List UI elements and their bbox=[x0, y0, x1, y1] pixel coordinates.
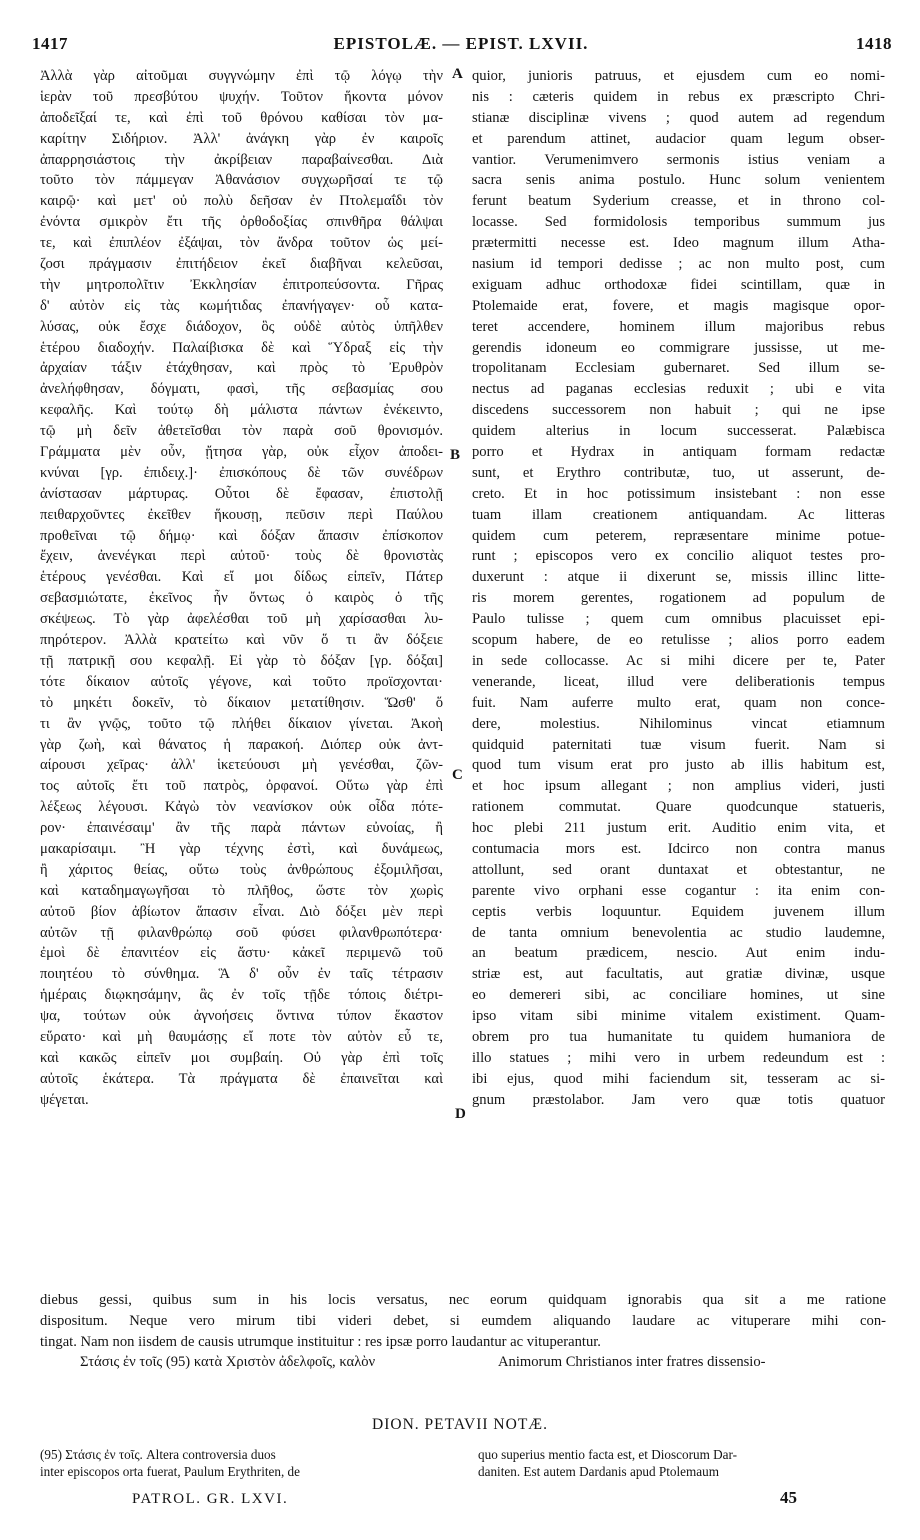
latin-text-line: scopum habere, de eo retulisse ; alios porro eadem bbox=[472, 632, 885, 649]
latin-text-line: parente vivo orphani esse cogantur : ita enim con- bbox=[472, 882, 885, 899]
greek-text-line: ἀνελήφθησαν, δόγματι, φασὶ, τῆς σεβασμίας σου bbox=[40, 381, 443, 398]
latin-text-line: discedens successorem non habuit ; qui ne ipse bbox=[472, 402, 885, 419]
latin-text-line: et hoc ipsum allegant ; non amplius videri, justi bbox=[472, 778, 885, 795]
greek-text-line: κνύναι [γρ. ἐπιδειχ.]· ἐπισκόπους δὲ τῶν συνέδρων bbox=[40, 464, 443, 481]
greek-text-line: ἀπαρρησιάστοις τὴν ἀκρίβειαν παραβαίνεσθαι. Διὰ bbox=[40, 151, 443, 168]
latin-text-line: eo demereri sibi, ac conciliare homines, ut sine bbox=[472, 987, 885, 1004]
latin-text-line: illo statues ; mihi vero in urbem redeundum est : bbox=[472, 1049, 885, 1066]
greek-text-line: τότε δίκαιον αὐτοῖς γέγονε, καὶ τοῦτο προϊσχονται· bbox=[40, 673, 443, 690]
greek-text-line: ψα, τούτων οὐκ ἀγνοήσεις ὅντινα τύπον ἕκαστον bbox=[40, 1008, 443, 1025]
latin-text-line: nasium id tempori dedisse ; ac non multo post, cum bbox=[472, 256, 885, 273]
latin-text-line: Ptolemaide erat, fovere, et magis magisque opor- bbox=[472, 297, 885, 314]
notes-right-column bbox=[478, 1446, 886, 1480]
latin-text-line: teret accendere, hominem illum majoribus rebus bbox=[472, 318, 885, 335]
latin-text-line: striæ est, aut facultatis, aut gratiæ divinæ, usque bbox=[472, 966, 885, 983]
latin-column bbox=[472, 66, 885, 1111]
greek-text-line: δ' αὐτὸν εἰς τὰς κωμήτιδας ἐπανήγαγεν· οὗ κατα- bbox=[40, 297, 443, 314]
greek-text-line: ἢ χάριτος θείας, οὕτω τοὺς ἀνθρώπους ἐξομιλῆσαι, bbox=[40, 861, 443, 878]
latin-text-line: quidem alterius in locum successerat. Palæbisca bbox=[472, 423, 885, 440]
greek-text-line: αὐτῶν τῇ φιλανθρώπῳ σοῦ φύσει φιλανθρωπότερα· bbox=[40, 924, 443, 941]
latin-text-line: duxerunt : atque ii dixerunt se, missis illinc litte- bbox=[472, 569, 885, 586]
latin-text-line: gnum præstolabor. Jam vero quæ totis quatuor bbox=[472, 1091, 885, 1108]
note-line: (95) Στάσις ἐν τοῖς. Altera controversia duos bbox=[40, 1447, 276, 1462]
greek-text-line: πειθαρχοῦντες ἐκεῖθεν ἥκουσῃ, πεῦσιν περὶ Παύλου bbox=[40, 506, 443, 523]
greek-text-line: ἐμοὶ δὲ ἐπανιτέον εἰς ἄστυ· κἀκεῖ περιμενῶ τοῦ bbox=[40, 945, 443, 962]
page-number-right: 1418 bbox=[856, 34, 892, 53]
greek-text-line: Γράμματα μὲν οὖν, ᾔτησα γὰρ, οὐκ εἶχον ἀποδει- bbox=[40, 444, 443, 461]
page-number-left: 1417 bbox=[32, 34, 68, 53]
latin-text-line: rationem commutat. Quare quodcunque statueris, bbox=[472, 799, 885, 816]
greek-text-line: ἐνόντα σμικρὸν ἔτι τῆς ὀρθοδοξίας σπινθῆρα θάλψαι bbox=[40, 214, 443, 231]
greek-text-line: τῇ πατρικῇ σου κεφαλῇ. Εἰ γὰρ τὸ δόξαν [γρ. δόξαι] bbox=[40, 652, 443, 669]
greek-text-line: ποιητέου τὸ σύνθημα. Ἃ δ' οὖν ἐν ταῖς τέτρασιν bbox=[40, 966, 443, 983]
greek-text-line: σεβασμιώτατε, ἐκεῖνος ἦν ὄντως ὁ καιρὸς ὁ τῆς bbox=[40, 590, 443, 607]
latin-text-line: diebus gessi, quibus sum in his locis versatus, nec eorum quidquam ignorabis qua sit a me ratione bbox=[40, 1292, 886, 1308]
latin-text-line: tuam illam creationem antiquandam. Ac litteras bbox=[472, 506, 885, 523]
latin-text-line: an beatum prædicem, nescio. Aut enim indu- bbox=[472, 945, 885, 962]
greek-text-line: τὸ μηκέτι δοκεῖν, τὸ δίκαιον μετατίθησιν. Ὥσθ' ὅ bbox=[40, 694, 443, 711]
footer-signature-number: 45 bbox=[780, 1488, 797, 1507]
latin-text-line: tropolitanam Ecclesiam gubernaret. Sed illum se- bbox=[472, 360, 885, 377]
greek-text-line: ἑτέρου διαδοχήν. Παλαίβισκα δὲ καὶ Ὕδραξ εἰς τὴν bbox=[40, 339, 443, 356]
greek-text-line: Ἀλλὰ γὰρ αἰτοῦμαι συγγνώμην ἐπὶ τῷ λόγῳ τὴν bbox=[40, 68, 443, 84]
latin-text-line: contumacia mors est. Idcirco non contra manus bbox=[472, 840, 885, 857]
greek-text-line: πηρότερον. Ἀλλὰ κρατείτω καὶ νῦν ὅ τι ἂν δόξειε bbox=[40, 632, 443, 649]
footer-volume-label: PATROL. GR. LXVI. bbox=[132, 1491, 289, 1507]
greek-text-line: γὰρ ζωὴ, καὶ θάνατος ἡ παρακοή. Διόπερ οὐκ ἀντ- bbox=[40, 736, 443, 753]
greek-text-line: καὶ κακῶς εἰπεῖν μοι συμβαίη. Οὐ γὰρ ἐπὶ τοῖς bbox=[40, 1049, 443, 1066]
running-header bbox=[30, 34, 892, 62]
greek-text-line: αὐτοῖς ἑκάτερα. Τὰ πράγματα δὲ ἐπαινεῖται καὶ bbox=[40, 1070, 443, 1087]
latin-text-line: exiguam adhuc orthodoxæ fidei scintillam, quæ in bbox=[472, 276, 885, 293]
greek-text-line: τῷ μὴ δεῖν ἀθετεῖσθαι τὸν παρὰ σοῦ θρονισμόν. bbox=[40, 423, 443, 440]
latin-text-line: sunt, et Erythro contributæ, tuo, ut asserunt, de- bbox=[472, 464, 885, 481]
greek-text-line: αὐτοῦ βίον ἀβίωτον ἅπασιν εἶναι. Διὸ δόξει μὲν περὶ bbox=[40, 903, 443, 920]
greek-text-line: ἀρχαίαν τάξιν ἐτάχθησαν, καὶ πρὸς τὸ Ἐρυθρὸν bbox=[40, 360, 443, 377]
latin-text-line: nectus ad paganas ecclesias reduxit ; ubi e vita bbox=[472, 381, 885, 398]
greek-text-line: ρον· ἐπαινέσαιμ' ἂν τῆς παρὰ πάντων εὐνοίας, ἢ bbox=[40, 820, 443, 837]
latin-text-line: ferunt beatum Syderium creasse, et in throno col- bbox=[472, 193, 885, 210]
greek-text-line: ἱερὰν τοῦ πρεσβύτου ψυχήν. Τοῦτον ἥκοντα μόνον bbox=[40, 88, 443, 105]
latin-text-line: ceptis verbis loquuntur. Equidem juvenem illum bbox=[472, 903, 885, 920]
latin-text-line: runt ; episcopos vero ex concilio aliquot testes pro- bbox=[472, 548, 885, 565]
latin-text-line: obrem pro tua humanitate tu quidem humaniora de bbox=[472, 1028, 885, 1045]
note-line: quo superius mentio facta est, et Dioscorum Dar- bbox=[478, 1447, 738, 1462]
greek-text-line: αίρουσι χεῖρας· ἀλλ' ἱκετεύουσι μὴ γενέσθαι, ζῶν- bbox=[40, 757, 443, 774]
full-width-paragraph bbox=[40, 1290, 886, 1353]
greek-text-line: λύσας, οὐκ ἔσχε διάδοχον, ὃς οὐδὲ αὐτὸς ὑπῆλθεν bbox=[40, 318, 443, 335]
latin-text-line: ris morem gerentes, rogationem ad populum de bbox=[472, 590, 885, 607]
latin-text-line: prætermitti necesse est. Ideo magnum illum Atha- bbox=[472, 235, 885, 252]
latin-text-line: stianæ disciplinæ vivens ; quod autem ad regendum bbox=[472, 109, 885, 126]
latin-text-line: et parendum attinet, audacior quam legum obser- bbox=[472, 130, 885, 147]
section-marker-c: C bbox=[452, 767, 463, 783]
latin-text-line: creto. Et in hoc potissimum insistebant : non esse bbox=[472, 485, 885, 502]
latin-text-line: dispositum. Neque vero mirum tibi videri debet, si eumdem aliquando laudare ac vituperare mihi con- bbox=[40, 1312, 886, 1329]
latin-text-line: gerendis idoneum eo commigrare jussisse, ut me- bbox=[472, 339, 885, 356]
greek-text-line: εὕρατο· καὶ μὴ θαυμάσῃς εἴ ποτε τὸν αὐτὸν εὖ τε, bbox=[40, 1028, 443, 1045]
section-marker-d: D bbox=[455, 1106, 466, 1122]
greek-text-line: τι ἂν γνῷς, τοῦτο τῷ πλήθει δίκαιον γίνεται. Ἀκοὴ bbox=[40, 715, 443, 732]
greek-final-line: Στάσις ἐν τοῖς (95) κατὰ Χριστὸν ἀδελφοῖς, καλὸν bbox=[80, 1354, 376, 1370]
greek-text-line: κεφαλῆς. Καὶ τούτῳ δὴ μάλιστα πάντων ἐνέκειντο, bbox=[40, 402, 443, 419]
running-title: EPISTOLÆ. — EPIST. LXVII. bbox=[333, 34, 589, 53]
greek-text-line: ζοσι πράγμασιν ἐπιτήδειον ἐκεῖ διαβῆναι κελεῦσαι, bbox=[40, 256, 443, 273]
latin-text-line: quod tum visum erat pro justo ab illis habitum est, bbox=[472, 757, 885, 774]
greek-text-line: ψέγεται. bbox=[40, 1091, 89, 1108]
note-line: inter episcopos orta fuerat, Paulum Erythriten, de bbox=[40, 1464, 301, 1479]
greek-text-line: ἔχειν, ἀνενέγκαι περὶ αὐτοῦ· τοὺς δὲ θρονιστὰς bbox=[40, 548, 443, 565]
greek-text-line: καὶ καταδημαγωγῆσαι τὸ πλῆθος, ὥστε τὸν χωρὶς bbox=[40, 882, 443, 899]
latin-text-line: tingat. Nam non iisdem de causis utrumque instituitur : res ipsæ porro laudantur ac vituperantur. bbox=[40, 1333, 601, 1350]
latin-text-line: sacra senis anima postulo. Hunc solum venientem bbox=[472, 172, 885, 189]
greek-text-line: τος αὐτοῖς ἔτι τοῦ πατρὸς, ὀρφανοί. Οὕτω γὰρ ἐπὶ bbox=[40, 778, 443, 795]
latin-text-line: attollunt, sed orant duntaxat et obtestantur, ne bbox=[472, 861, 885, 878]
note-line: daniten. Est autem Dardanis apud Ptolemaum bbox=[478, 1464, 719, 1479]
latin-text-line: porro et Hydrax in antiquam formam redactæ bbox=[472, 444, 885, 461]
latin-text-line: de tanta omnium benevolentia ac studio laudemne, bbox=[472, 924, 885, 941]
latin-text-line: venerande, liceat, illud vere deliberationis tempus bbox=[472, 673, 885, 690]
greek-text-line: ἀνίστασαν μάρτυρας. Οὗτοι δὲ ἔφασαν, ἐπιστολῇ bbox=[40, 485, 443, 502]
notes-heading: DION. PETAVII NOTÆ. bbox=[372, 1416, 548, 1433]
section-marker-a: A bbox=[452, 66, 463, 82]
greek-text-line: μακαρίσαιμι. Ἢ γὰρ τέχνης ἐστὶ, καὶ δυνάμεως, bbox=[40, 840, 443, 857]
greek-text-line: ἑτέρους γενέσθαι. Καὶ εἴ μοι δίδως εἰπεῖν, Πάτερ bbox=[40, 569, 443, 586]
greek-text-line: σκέψεως. Τὸ γὰρ ἀφελέσθαι τοῦ μὴ χαρίσασθαι λυ- bbox=[40, 611, 443, 628]
latin-final-line: Animorum Christianos inter fratres dissensio- bbox=[498, 1354, 766, 1370]
latin-text-line: nis : cæteris quidem in rebus ex præscripto Chri- bbox=[472, 88, 885, 105]
latin-text-line: dere, molestius. Nihilominus vincat etiamnum bbox=[472, 715, 885, 732]
greek-text-line: τε, καὶ ἐπιπλέον ἐξάψαι, τὸν ἄνδρα τοῦτον ὡς μεί- bbox=[40, 235, 443, 252]
latin-text-line: in sede collocasse. Ac si mihi dicere per te, Pater bbox=[472, 652, 885, 669]
latin-text-line: ibi ejus, quod mihi faciendum sit, tesseram ac si- bbox=[472, 1070, 885, 1087]
section-marker-b: B bbox=[450, 447, 461, 463]
greek-text-line: τὴν μητροπολῖτιν Ἐκκλησίαν ἐπιτροπεύσοντα. Γῆρας bbox=[40, 276, 443, 293]
greek-text-line: ἡμέραις διῳκησάμην, ἃς ἐν τοῖς τῇδε τόποις διέτρι- bbox=[40, 987, 443, 1004]
greek-text-line: ἀποδεῖξαί τε, καὶ ἐπὶ τοῦ θρόνου καθίσαι τὸν μα- bbox=[40, 109, 443, 126]
latin-text-line: quidem cum peterem, repræsentare minime potue- bbox=[472, 527, 885, 544]
latin-text-line: locasse. Sed formidolosis temporibus summum jus bbox=[472, 214, 885, 231]
greek-text-line: προθεῖναι τῷ δήμῳ· καὶ δόξαν ἅπασιν ἐπίσκοπον bbox=[40, 527, 443, 544]
latin-text-line: ipso vitam sibi minime vitalem existiment. Quam- bbox=[472, 1008, 885, 1025]
notes-left-column bbox=[40, 1446, 450, 1480]
latin-text-line: Paulo tulisse ; quem cum omnibus placuisset epi- bbox=[472, 611, 885, 628]
greek-text-line: τοῦτο τὸν πάμμεγαν Ἀθανάσιον συγχωρῆσαί τε τῷ bbox=[40, 172, 443, 189]
greek-text-line: λέξεως λέγουσι. Κἀγὼ τὸν νεανίσκον οὐκ οἶδα πότε- bbox=[40, 799, 443, 816]
latin-text-line: quior, junioris patruus, et ejusdem cum eo nomi- bbox=[472, 68, 885, 84]
greek-column bbox=[40, 66, 443, 1111]
latin-text-line: hoc plebi 211 justum erit. Auditio enim vita, et bbox=[472, 820, 885, 837]
greek-text-line: καιρῷ· καὶ μετ' οὐ πολὺ δεῆσαν ἐν Πτολεμαΐδι τὸν bbox=[40, 193, 443, 210]
greek-text-line: καρίτην Σιδήριον. Ἀλλ' ἀνάγκη γὰρ ἐν καιροῖς bbox=[40, 130, 443, 147]
latin-text-line: vantior. Verumenimvero sermonis istius veniam a bbox=[472, 151, 885, 168]
latin-text-line: fuit. Nam auferre multo erat, quam non conce- bbox=[472, 694, 885, 711]
latin-text-line: quidquid paternitati tuæ visum fuerit. Nam si bbox=[472, 736, 885, 753]
